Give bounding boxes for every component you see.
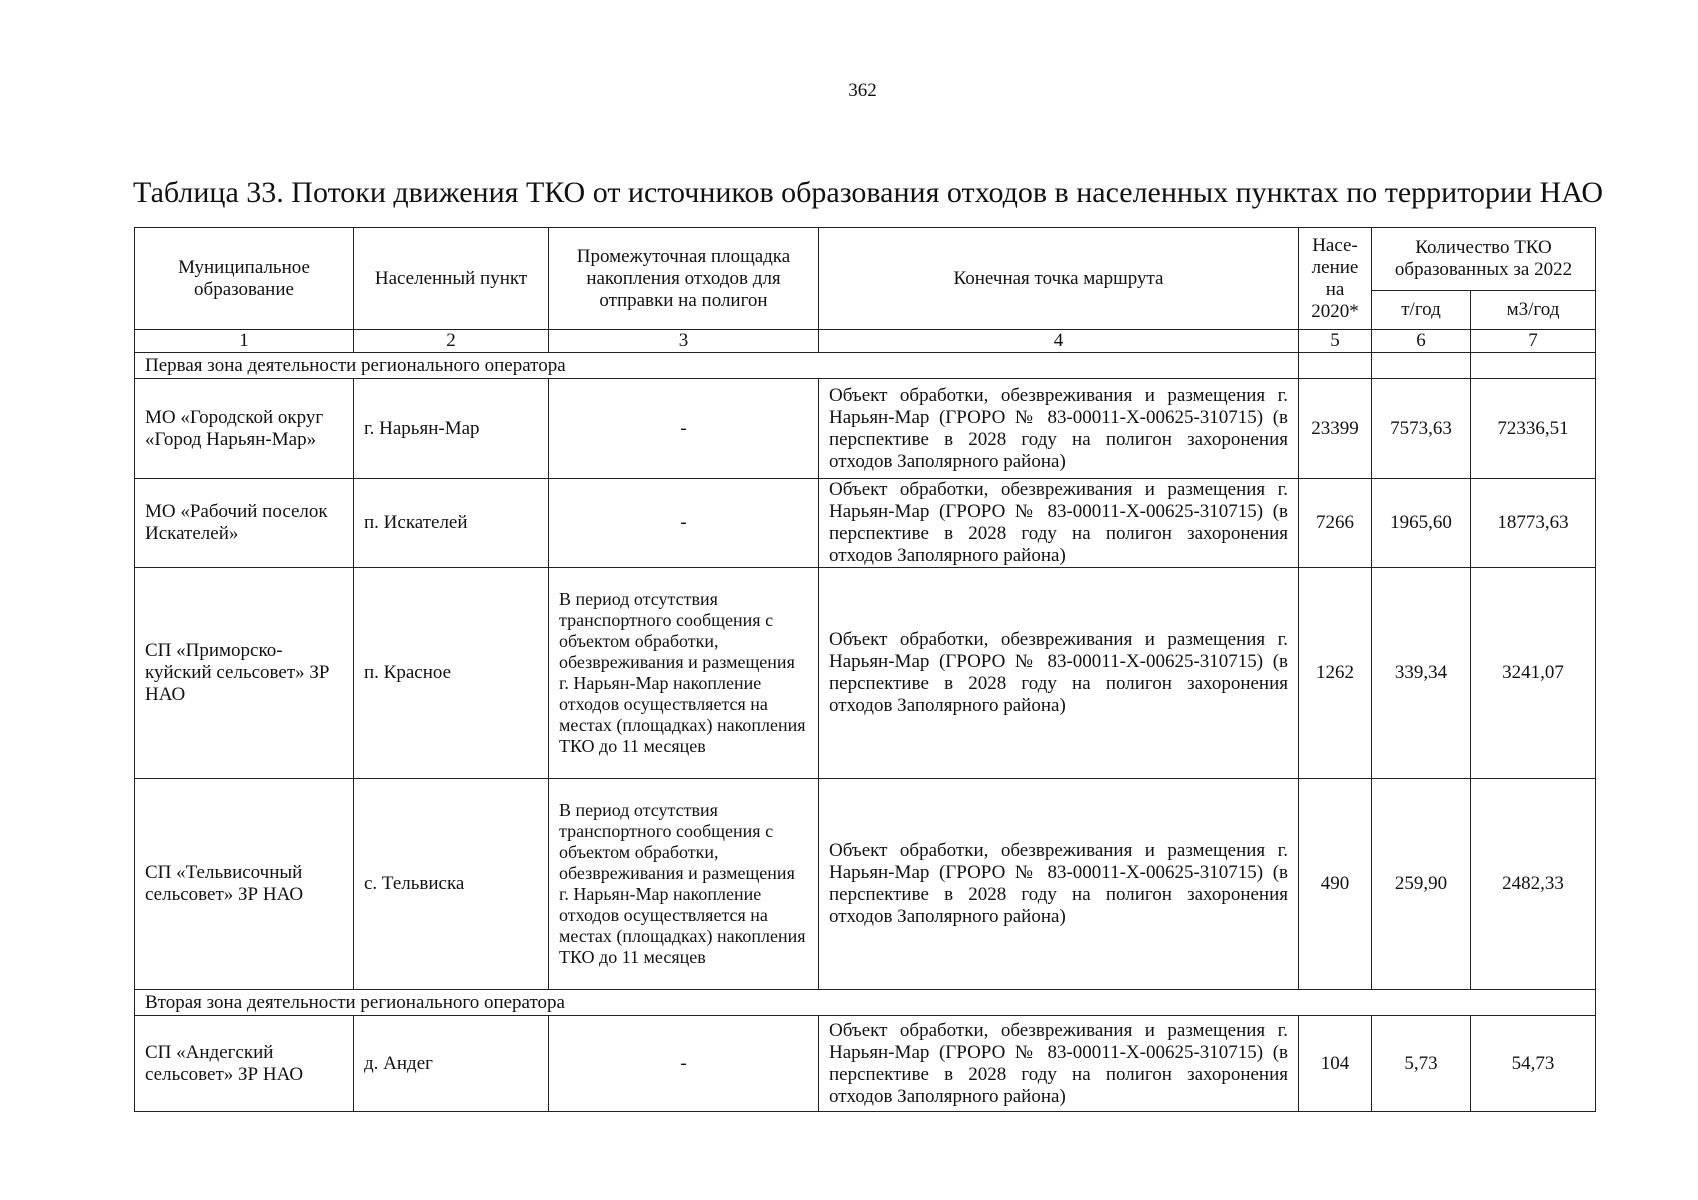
table-row (135, 779, 1596, 990)
column-number: 2 (354, 330, 549, 353)
intermediate-site-cell: В период отсутствия транспортного сообщения с объектом обработки, обезвреживания и размещения г. Нарьян-Мар накопление отходов осуществляется на местах (площадках) накопления ТКО до 11 месяцев (549, 568, 819, 779)
endpoint-cell: Объект обработки, обезвреживания и размещения г. Нарьян-Мар (ГРОРО № 83-00011-Х-00625-310715) (в перспективе в 2028 году на полигон захоронения отходов Заполярного района) (819, 479, 1299, 568)
table-title: Таблица 33. Потоки движения ТКО от источников образования отходов в населенных пунктах по территории НАО (133, 176, 1604, 209)
page-number: 362 (848, 80, 877, 101)
endpoint-cell: Объект обработки, обезвреживания и размещения г. Нарьян-Мар (ГРОРО № 83-00011-Х-00625-310715) (в перспективе в 2028 году на полигон захоронения отходов Заполярного района) (819, 568, 1299, 779)
population-cell: 104 (1299, 1016, 1372, 1112)
m3-cell: 18773,63 (1471, 479, 1596, 568)
m3-cell: 2482,33 (1471, 779, 1596, 990)
column-number: 4 (819, 330, 1299, 353)
table-row (135, 1016, 1596, 1112)
municipality-cell: СП «Приморско-куйский сельсовет» ЗР НАО (135, 568, 354, 779)
header-tons-per-year: т/год (1372, 291, 1471, 330)
zone-row (135, 353, 1596, 379)
table-row (135, 568, 1596, 779)
zone-title: Вторая зона деятельности регионального оператора (135, 990, 1596, 1016)
endpoint-cell: Объект обработки, обезвреживания и размещения г. Нарьян-Мар (ГРОРО № 83-00011-Х-00625-310715) (в перспективе в 2028 году на полигон захоронения отходов Заполярного района) (819, 379, 1299, 479)
endpoint-cell: Объект обработки, обезвреживания и размещения г. Нарьян-Мар (ГРОРО № 83-00011-Х-00625-310715) (в перспективе в 2028 году на полигон захоронения отходов Заполярного района) (819, 1016, 1299, 1112)
intermediate-site-cell: - (549, 1016, 819, 1112)
population-cell: 1262 (1299, 568, 1372, 779)
header-m3-per-year: м3/год (1471, 291, 1596, 330)
m3-cell: 72336,51 (1471, 379, 1596, 479)
zone-row (135, 990, 1596, 1016)
header-intermediate-site: Промежуточная площадка накопления отходов для отправки на полигон (549, 228, 819, 330)
column-number: 7 (1471, 330, 1596, 353)
column-number: 6 (1372, 330, 1471, 353)
settlement-cell: д. Андег (354, 1016, 549, 1112)
header-population: Насе-ление на 2020* (1299, 228, 1372, 330)
tons-cell: 339,34 (1372, 568, 1471, 779)
municipality-cell: МО «Рабочий поселок Искателей» (135, 479, 354, 568)
endpoint-cell: Объект обработки, обезвреживания и размещения г. Нарьян-Мар (ГРОРО № 83-00011-Х-00625-310715) (в перспективе в 2028 году на полигон захоронения отходов Заполярного района) (819, 779, 1299, 990)
tons-cell: 259,90 (1372, 779, 1471, 990)
table-row (135, 479, 1596, 568)
column-number-row (135, 330, 1596, 353)
header-municipality: Муниципальное образование (135, 228, 354, 330)
settlement-cell: г. Нарьян-Мар (354, 379, 549, 479)
tons-cell: 7573,63 (1372, 379, 1471, 479)
column-number: 1 (135, 330, 354, 353)
table-row (135, 379, 1596, 479)
m3-cell: 54,73 (1471, 1016, 1596, 1112)
header-route-endpoint: Конечная точка маршрута (819, 228, 1299, 330)
tons-cell: 1965,60 (1372, 479, 1471, 568)
municipality-cell: СП «Тельвисочный сельсовет» ЗР НАО (135, 779, 354, 990)
column-number: 3 (549, 330, 819, 353)
intermediate-site-cell: - (549, 479, 819, 568)
municipality-cell: МО «Городской округ «Город Нарьян-Мар» (135, 379, 354, 479)
tons-cell: 5,73 (1372, 1016, 1471, 1112)
intermediate-site-cell: - (549, 379, 819, 479)
column-number: 5 (1299, 330, 1372, 353)
header-tko-quantity: Количество ТКО образованных за 2022 (1372, 228, 1596, 291)
header-settlement: Населенный пункт (354, 228, 549, 330)
population-cell: 23399 (1299, 379, 1372, 479)
intermediate-site-cell: В период отсутствия транспортного сообщения с объектом обработки, обезвреживания и размещения г. Нарьян-Мар накопление отходов осуществляется на местах (площадках) накопления ТКО до 11 месяцев (549, 779, 819, 990)
m3-cell: 3241,07 (1471, 568, 1596, 779)
population-cell: 7266 (1299, 479, 1372, 568)
zone-title: Первая зона деятельности регионального оператора (135, 353, 1299, 379)
settlement-cell: с. Тельвиска (354, 779, 549, 990)
settlement-cell: п. Искателей (354, 479, 549, 568)
tko-flow-table (134, 227, 1596, 1112)
population-cell: 490 (1299, 779, 1372, 990)
settlement-cell: п. Красное (354, 568, 549, 779)
municipality-cell: СП «Андегский сельсовет» ЗР НАО (135, 1016, 354, 1112)
